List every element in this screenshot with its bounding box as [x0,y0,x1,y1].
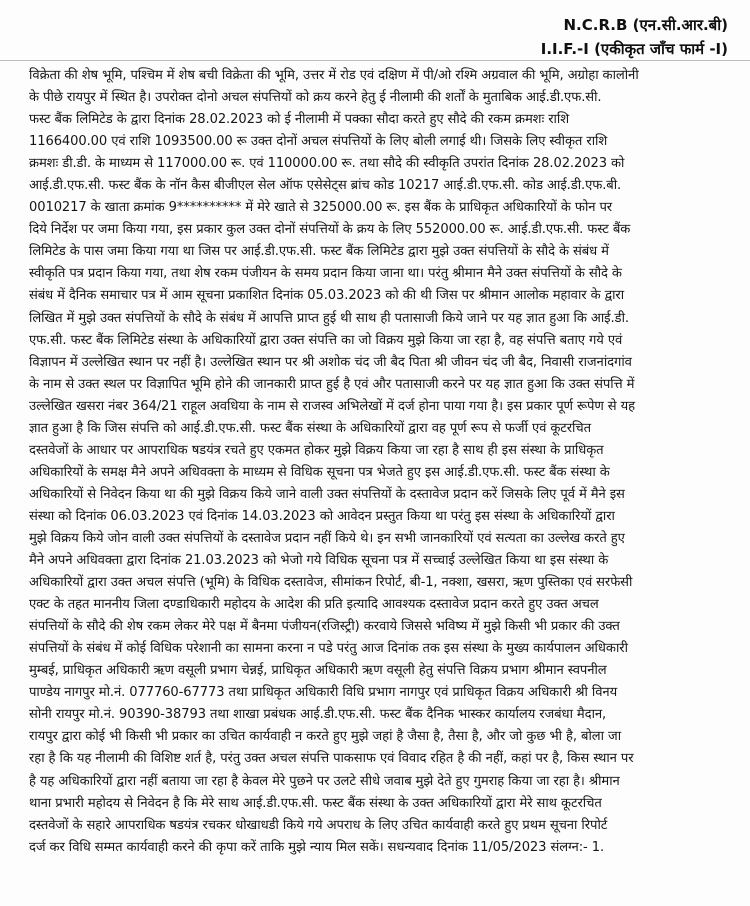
header-ncrb: N.C.R.B (एन.सी.आर.बी) [563,16,728,34]
header-divider [0,60,750,61]
text-line: 0010217 के खाता क्रमांक 9********** में मेरे खाते से 325000.00 रू. इस बैंक के प्राधिकृत अधिकारियों के फोन पर [29,200,613,216]
text-line: दस्तवेजों के सहारे आपराधिक षडयंत्र रचकर धोखाधडी किये गये अपराध के लिए उचित कार्यवाही करते हुए प्रथम सूचना रिपोर्ट [29,817,608,833]
form-header [541,14,728,60]
header-iif: I.I.F.-I (एकीकृत जाँच फार्म -I) [540,40,728,58]
text-line: 1166400.00 एवं राशि 1093500.00 रू उक्त दोनों अचल संपत्तियों के लिए बोली लगाई थी। जिसके लिए स्वीकृत राशि [29,134,608,150]
text-line: लिमिटेड के पास जमा किया गया था जिस पर आई.डी.एफ.सी. फस्ट बैंक लिमिटेड द्वारा मुझे उक्त संपत्तियों के सौदे के संबंध में [29,244,609,260]
text-line: ज्ञात हुआ है कि जिस संपत्ति को आई.डी.एफ.सी. फस्ट बैंक संस्था के अधिकारियों द्वारा वह पूर्ण रूप से फर्जी एवं कूटरचित [29,420,592,436]
text-line: है यह अधिकारियों द्वारा नहीं बताया जा रहा है केवल मेरे पुछने पर उलटे सीधे जवाब मुझे देते हुए गुमराह किया जा रहा है। श्रीमान [29,773,620,789]
text-line: मैने अपने अधिवक्ता द्वारा दिनांक 21.03.2023 को भेजो गये विधिक सूचना पत्र में सच्चाई उल्लेखित किया था इस संस्था के [29,553,609,569]
text-line: विक्रेता की शेष भूमि, पश्चिम में शेष बची विक्रेता की भूमि, उत्तर में रोड एवं दक्षिण में पी/ओ रश्मि अग्रवाल की भूमि, अग्रोहा कालोनी [29,68,639,83]
text-line: लिखित में मुझे उक्त संपत्तियों के सौदे के संबंध में आपत्ति प्राप्त हुई थी साथ ही पतासाजी किये जाने पर यह ज्ञात हुआ कि आई.डी. [29,310,629,326]
text-line: मुम्बई, प्राधिकृत अधिकारी ऋण वसूली प्रभाग चेन्नई, प्राधिकृत अधिकारी ऋण वसूली हेतु संपत्ति विक्रय प्रभाग श्रीमान स्वपनील [29,663,607,679]
text-line: स्वीकृति पत्र प्रदान किया गया, तथा शेष रकम पंजीयन के समय प्रदान किया जाना था। परंतु श्रीमान मैने उक्त संपत्तियों के सौदे के [29,266,622,282]
text-line: क्रमशः डी.डी. के माध्यम से 117000.00 रू. एवं 110000.00 रू. तथा सौदे की स्वीकृति उपरांत दिनांक 28.02.2023 को [29,156,625,172]
text-line: पाण्डेय नागपुर मो.नं. 077760-67773 तथा प्राधिकृत अधिकारी विधि प्रभाग नागपुर एवं प्राधिकृत विक्रय अधिकारी श्री विनय [29,685,618,701]
text-line: संपत्तियों के संबंध में कोई विधिक परेशानी का सामना करना न पडे परंतु आज दिनांक तक इस संस्था के मुख्य कार्यपालन अधिकारी [29,641,628,657]
text-line: अधिकारियों द्वारा उक्त अचल संपत्ति (भूमि) के विधिक दस्तावेज, सीमांकन रिपोर्ट, बी-1, नक्शा, खसरा, ऋण पुस्तिका एवं सरफेसी [29,575,633,591]
text-line: विज्ञापन में उल्लेखित स्थान पर नहीं है। उल्लेखित स्थान पर श्री अशोक चंद जी बैद पिता श्री जीवन चंद जी बैद, निवासी राजनांदगांव [29,354,632,370]
text-line: रहा है कि यह नीलामी की विशिष्ट शर्त है, परंतु उक्त अचल संपत्ति पाकसाफ एवं विवाद रहित है की नहीं, कहां पर है, किस स्थान पर [29,751,634,767]
text-line: दर्ज कर विधि सम्मत कार्यवाही करने की कृपा करें ताकि मुझे न्याय मिल सकें। सधन्यवाद दिनांक 11/05/2023 संलग्न:- 1. [29,839,605,855]
text-line: थाना प्रभारी महोदय से निवेदन है कि मेरे साथ आई.डी.एफ.सी. फस्ट बैंक संस्था के उक्त अधिकारियों द्वारा मेरे साथ कूटरचित [29,795,602,811]
text-line: सोनी रायपुर मो.नं. 90390-38793 तथा शाखा प्रबंधक आई.डी.एफ.सी. फस्ट बैंक दैनिक भास्कर कार्यालय रजबंधा मैदान, [29,707,607,723]
text-line: मुझे विक्रय किये जोन वाली उक्त संपत्तियों के दस्तावेज प्रदान नहीं किये थे। इन सभी जानकारियों एवं सत्यता का उल्लेख करते हुए [29,530,625,546]
text-line: संपत्तियों के सौदे की शेष रकम लेकर मेरे पक्ष में बैनमा पंजीयन(रजिस्ट्री) करवाये जिससे भविष्य में मुझे किसी भी प्रकार की उक्त [29,619,620,635]
text-line: अधिकारियों के समक्ष मैने अपने अधिवक्ता के माध्यम से विधिक सूचना पत्र भेजते हुए इस आई.डी.एफ.सी. फस्ट बैंक संस्था के [29,464,610,480]
text-line: अधिकारियों से निवेदन किया था की मुझे विक्रय किये जाने वाली उक्त संपत्तियों के दस्तावेज प्रदान करें जिसके लिए पूर्व में मैने इस [29,486,625,502]
text-line: संस्था को दिनांक 06.03.2023 एवं दिनांक 14.03.2023 को आवेदन प्रस्तुत किया था परंतु इस संस्था के अधिकारियों द्वारा [29,508,615,524]
complaint-body-text [29,65,725,859]
text-line: के पीछे रायपुर में स्थित है। उपरोक्त दोनो अचल संपत्तियों को क्रय करने हेतु ई नीलामी की शर्तों के मुताबिक आई.डी.एफ.सी. [29,90,602,106]
text-line: एफ.सी. फस्ट बैंक लिमिटेड संस्था के अधिकारियों द्वारा उक्त संपत्ति का जो विक्रय मुझे किया जा रहा है, वह संपत्ति बताए गये एवं [29,332,623,348]
text-line: एक्ट के तहत माननीय जिला दण्डाधिकारी महोदय के आदेश की प्रति इत्यादि आवश्यक दस्तावेज प्रदान करते हुए उक्त अचल [29,597,599,613]
text-line: आई.डी.एफ.सी. फस्ट बैंक के नॉन कैस बीजीएल सेल ऑफ एसेसेट्स ब्रांच कोड 10217 आई.डी.एफ.सी. कोड आई.डी.एफ.बी. [29,178,622,194]
text-line: दस्तवेजों के आधार पर आपराधिक षडयंत्र रचते हुए एकमत होकर मुझे विक्रय किया जा रहा है साथ ही इस संस्था के प्राधिकृत [29,442,604,458]
text-line: दिये निर्देश पर जमा किया गया, इस प्रकार कुल उक्त दोनों संपत्तियों के क्रय के लिए 552000.00 रू. आई.डी.एफ.सी. फस्ट बैंक [29,222,631,238]
text-line: संबंध में दैनिक समाचार पत्र में आम सूचना प्रकाशित दिनांक 05.03.2023 को की थी जिस पर श्रीमान आलोक महावार के द्वारा [29,288,625,304]
text-line: के नाम से उक्त स्थल पर विज्ञापित भूमि होने की जानकारी प्राप्त हुई है एवं और पतासाजी करने पर यह ज्ञात हुआ कि उक्त संपत्ति में [29,376,635,392]
text-line: रायपुर द्वारा कोई भी किसी भी प्रकार का उचित कार्यवाही न करते हुए मुझे जहां है जैसा है, तैसा है, और जो कुछ भी है, बोला जा [29,729,621,745]
text-line: फस्ट बैंक लिमिटेड के द्वारा दिनांक 28.02.2023 को ई नीलामी में पक्का सौदा करते हुए सौदे की रकम क्रमशः राशि [29,112,570,128]
text-line: उल्लेखित खसरा नंबर 364/21 राहूल अवधिया के नाम से राजस्व अभिलेखों में दर्ज होना पाया गया है। इस प्रकार पूर्ण रूपेण से यह [29,398,635,414]
